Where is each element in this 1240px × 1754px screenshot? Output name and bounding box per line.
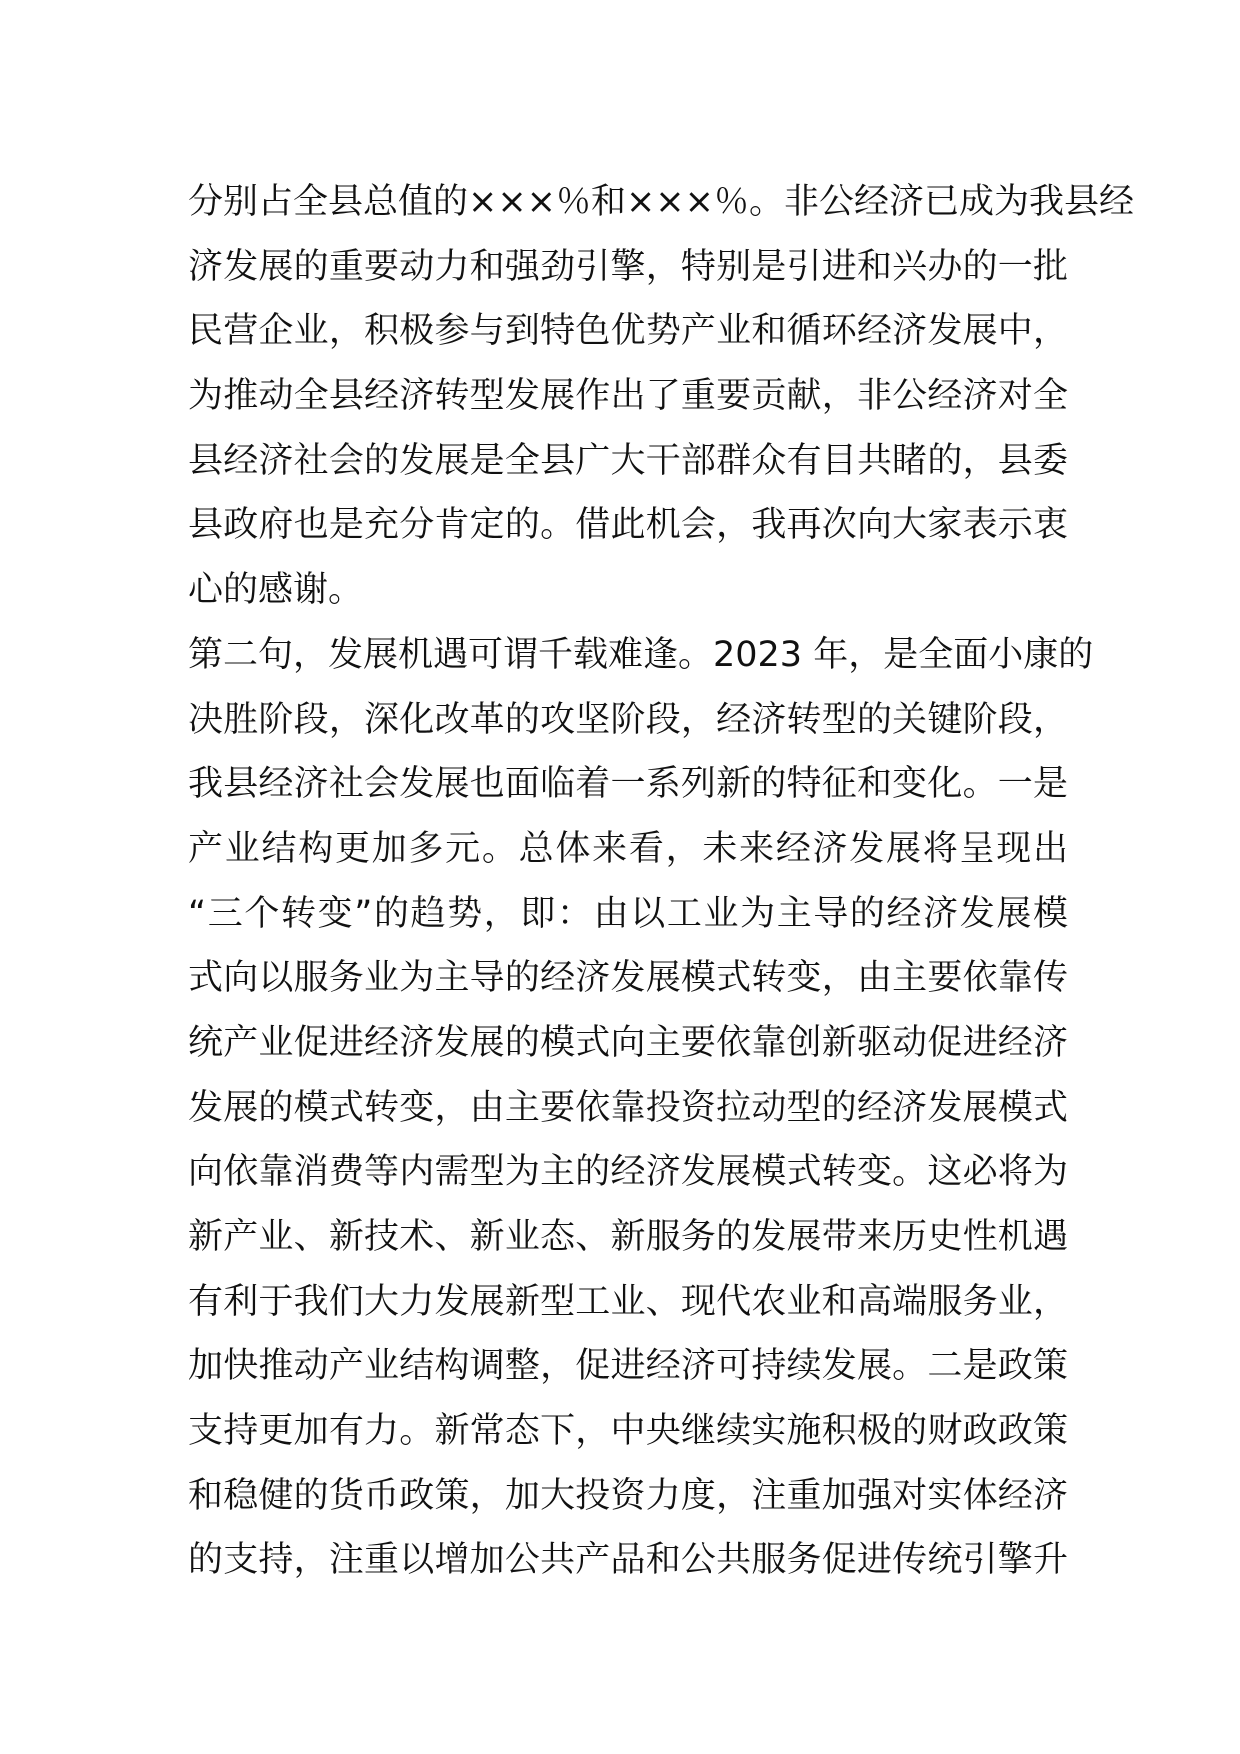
text-line: 第二句，发展机遇可谓千载难逢。2023 年，是全面小康的 xyxy=(188,634,1094,675)
text-line: 民营企业，积极参与到特色优势产业和循环经济发展中， xyxy=(188,311,1068,352)
text-line: 为推动全县经济转型发展作出了重要贡献，非公经济对全 xyxy=(188,376,1068,417)
text-line: 的支持，注重以增加公共产品和公共服务促进传统引擎升 xyxy=(188,1540,1068,1581)
text-line: 式向以服务业为主导的经济发展模式转变，由主要依靠传 xyxy=(188,958,1068,999)
text-line: 向依靠消费等内需型为主的经济发展模式转变。这必将为 xyxy=(188,1152,1068,1193)
text-line: 县经济社会的发展是全县广大干部群众有目共睹的，县委 xyxy=(188,440,1068,481)
text-line: 决胜阶段，深化改革的攻坚阶段，经济转型的关键阶段， xyxy=(188,699,1068,740)
text-line: 加快推动产业结构调整，促进经济可持续发展。二是政策 xyxy=(188,1346,1068,1387)
text-line: 支持更加有力。新常态下，中央继续实施积极的财政政策 xyxy=(188,1411,1068,1452)
text-line: 我县经济社会发展也面临着一系列新的特征和变化。一是 xyxy=(188,764,1068,805)
text-line: 心的感谢。 xyxy=(188,570,364,611)
text-line: 有利于我们大力发展新型工业、现代农业和高端服务业， xyxy=(188,1281,1068,1322)
text-line: 统产业促进经济发展的模式向主要依靠创新驱动促进经济 xyxy=(188,1022,1068,1063)
text-line: 分别占全县总值的×××％和×××％。非公经济已成为我县经 xyxy=(188,182,1134,222)
text-line: 新产业、新技术、新业态、新服务的发展带来历史性机遇 xyxy=(188,1217,1068,1257)
paragraph-1 xyxy=(188,170,1134,623)
text-line: 发展的模式转变，由主要依靠投资拉动型的经济发展模式 xyxy=(188,1087,1068,1128)
text-line: 济发展的重要动力和强劲引擎，特别是引进和兴办的一批 xyxy=(188,246,1068,287)
text-line: “三个转变”的趋势，即：由以工业为主导的经济发展模 xyxy=(188,893,1068,934)
body-text xyxy=(188,170,1134,1593)
paragraph-2 xyxy=(188,623,1094,1593)
text-line: 和稳健的货币政策，加大投资力度，注重加强对实体经济 xyxy=(188,1475,1068,1516)
text-line: 县政府也是充分肯定的。借此机会，我再次向大家表示衷 xyxy=(188,505,1068,546)
text-line: 产业结构更加多元。总体来看，未来经济发展将呈现出 xyxy=(188,828,1068,869)
